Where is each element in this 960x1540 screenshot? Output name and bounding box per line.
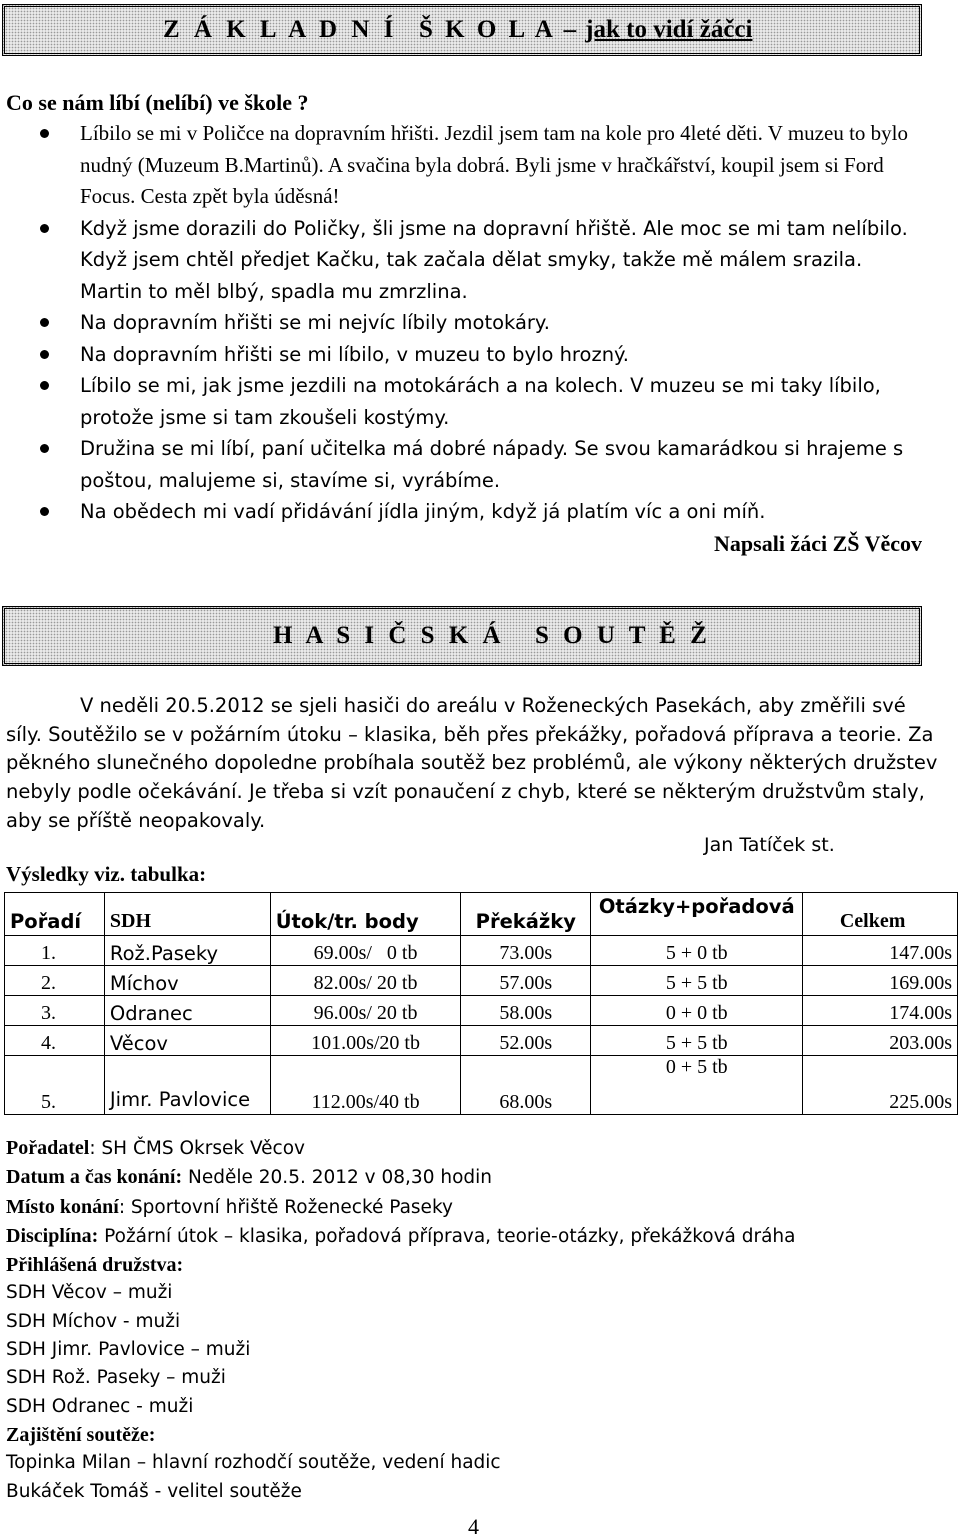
cell-celkem: 203.00s xyxy=(803,1026,958,1056)
comment-text: Když jsme dorazili do Poličky, šli jsme na dopravní hřiště. Ale moc se mi tam nelíbilo. Když jsem chtěl předjet Kačku, tak začala dělat smyky, takže mě málem srazila. Martin to měl blbý, spadla mu zmrzlina. xyxy=(80,216,908,303)
cell-celkem: 169.00s xyxy=(803,966,958,996)
school-heading: Co se nám líbí (nelíbí) ve škole ? xyxy=(6,90,309,115)
staff-label: Zajištění soutěže: xyxy=(6,1423,156,1446)
bullet-icon xyxy=(40,444,49,453)
results-label: Výsledky viz. tabulka: xyxy=(6,862,207,886)
cell-sdh: Míchov xyxy=(104,966,270,996)
comment-text: Na dopravním hřišti se mi líbilo, v muzeu to bylo hrozný. xyxy=(80,342,630,366)
cell-celkem: 225.00s xyxy=(803,1056,958,1115)
article-text-start: V neděli 20.5.2012 se sjeli hasiči do areálu v Roženeckých Pasekách, aby změřili své síly. xyxy=(6,694,906,746)
results-table xyxy=(4,892,958,1115)
comment-text: Líbilo se mi, jak jsme jezdili na motokárách a na kolech. V muzeu se mi taky líbilo, protože jsme si tam zkoušeli kostýmy. xyxy=(80,374,881,429)
school-signature: Napsali žáci ZŠ Věcov xyxy=(714,531,922,556)
bullet-icon xyxy=(40,224,49,233)
school-banner-word1: Z Á K L A D N Í xyxy=(163,16,398,43)
comment-text: Na obědech mi vadí přidávání jídla jiným, když já platím víc a oni míň. xyxy=(80,500,766,523)
list-item xyxy=(0,496,930,528)
cell-celkem: 147.00s xyxy=(803,936,958,966)
cell-prekazky: 57.00s xyxy=(461,966,591,996)
list-item xyxy=(0,339,930,371)
cell-poradi: 4. xyxy=(5,1026,105,1056)
list-item xyxy=(0,433,930,496)
list-item xyxy=(0,213,930,308)
cell-prekazky: 58.00s xyxy=(461,996,591,1026)
school-banner xyxy=(2,4,922,56)
article-text-rest: Soutěžilo se v požárním útoku – klasika, běh přes překážky, pořadová příprava a teorie. Za pěkného slunečného dopoledne probíhala soutěž bez problémů, ale výkony některých družstev nebyly podle očekávání. Je třeba si vzít ponaučení z chyb, které se některým družstvům staly, aby se příště neopakovaly. xyxy=(6,722,938,832)
contest-info xyxy=(6,1134,795,1506)
bullet-icon xyxy=(40,129,49,138)
organizer-label: Pořadatel xyxy=(6,1137,90,1159)
table-header-row xyxy=(5,893,958,936)
contest-banner-word2: S O U T Ě Ž xyxy=(535,622,711,649)
col-header-celkem: Celkem xyxy=(803,893,958,936)
list-item xyxy=(0,118,930,213)
info-venue xyxy=(6,1193,795,1222)
table-row xyxy=(5,966,958,996)
school-banner-word2: Š K O L A – xyxy=(419,16,580,43)
cell-prekazky: 68.00s xyxy=(461,1056,591,1115)
cell-utok: 69.00s/ 0 tb xyxy=(270,936,461,966)
col-header-utok: Útok/tr. body xyxy=(270,893,461,936)
organizer-value: : SH ČMS Okrsek Věcov xyxy=(89,1138,305,1159)
bullet-icon xyxy=(40,507,49,516)
cell-poradi: 5. xyxy=(5,1056,105,1115)
discipline-value: Požární útok – klasika, pořadová příprava, teorie-otázky, překážková dráha xyxy=(98,1225,796,1247)
cell-sdh xyxy=(104,1056,270,1115)
cell-otazky: 5 + 0 tb xyxy=(591,936,803,966)
bullet-icon xyxy=(40,381,49,390)
list-item: Bukáček Tomáš - velitel soutěže xyxy=(6,1480,302,1502)
info-date xyxy=(6,1163,795,1192)
col-header-poradi: Pořadí xyxy=(5,893,105,936)
cell-utok: 101.00s/20 tb xyxy=(270,1026,461,1056)
cell-prekazky: 73.00s xyxy=(461,936,591,966)
table-row xyxy=(5,996,958,1026)
cell-otazky: 0 + 5 tb xyxy=(591,1056,803,1115)
list-item: SDH Rož. Paseky – muži xyxy=(6,1367,226,1389)
list-item xyxy=(0,370,930,433)
table-row xyxy=(5,1026,958,1056)
page-number: 4 xyxy=(468,1514,479,1539)
cell-otazky: 5 + 5 tb xyxy=(591,1026,803,1056)
cell-utok: 96.00s/ 20 tb xyxy=(270,996,461,1026)
comment-text: Líbilo se mi v Poličce na dopravním hřišti. Jezdil jsem tam na kole pro 4leté děti. V muzeu to bylo nudný (Muzeum B.Martinů). A svačina byla dobrá. Byli jsme v hračkářství, koupil jsem si Ford Focus. Cesta zpět byla úděsná! xyxy=(80,121,908,208)
pupil-comments-list xyxy=(0,118,930,528)
bullet-icon xyxy=(40,350,49,359)
date-value: Neděle 20.5. 2012 v 08,30 hodin xyxy=(182,1167,493,1189)
cell-celkem: 174.00s xyxy=(803,996,958,1026)
article-author: Jan Tatíček st. xyxy=(704,834,835,856)
cell-utok: 82.00s/ 20 tb xyxy=(270,966,461,996)
cell-sdh: Věcov xyxy=(104,1026,270,1056)
discipline-label: Disciplína: xyxy=(6,1224,99,1247)
cell-poradi: 3. xyxy=(5,996,105,1026)
comment-text: Družina se mi líbí, paní učitelka má dobré nápady. Se svou kamarádkou si hrajeme s poštou, malujeme si, stavíme si, vyrábíme. xyxy=(80,437,904,492)
cell-otazky: 0 + 0 tb xyxy=(591,996,803,1026)
list-item: Topinka Milan – hlavní rozhodčí soutěže, vedení hadic xyxy=(6,1452,501,1474)
date-label: Datum a čas konání: xyxy=(6,1166,183,1189)
list-item: SDH Míchov - muži xyxy=(6,1310,181,1332)
list-item: SDH Věcov – muži xyxy=(6,1282,173,1304)
cell-poradi: 1. xyxy=(5,936,105,966)
venue-label: Místo konání xyxy=(6,1195,119,1218)
col-header-sdh: SDH xyxy=(104,893,270,936)
info-organizer xyxy=(6,1134,795,1163)
col-header-otazky: Otázky+pořadová xyxy=(591,893,803,936)
cell-sdh-text: Jimr. Pavlovice xyxy=(109,1088,251,1111)
contest-banner-word1: H A S I Č S K Á xyxy=(273,622,505,649)
col-header-prekazky: Překážky xyxy=(461,893,591,936)
list-item: SDH Odranec - muži xyxy=(6,1395,194,1417)
info-discipline xyxy=(6,1222,795,1251)
table-row xyxy=(5,936,958,966)
contest-banner xyxy=(2,606,922,666)
cell-sdh: Rož.Paseky xyxy=(104,936,270,966)
cell-utok: 112.00s/40 tb xyxy=(270,1056,461,1115)
list-item: SDH Jimr. Pavlovice – muži xyxy=(6,1339,251,1361)
teams-label: Přihlášená družstva: xyxy=(6,1254,184,1277)
school-banner-subtitle: jak to vidí žáčci xyxy=(585,16,753,43)
cell-otazky: 5 + 5 tb xyxy=(591,966,803,996)
cell-sdh: Odranec xyxy=(104,996,270,1026)
cell-prekazky: 52.00s xyxy=(461,1026,591,1056)
comment-text: Na dopravním hřišti se mi nejvíc líbily motokáry. xyxy=(80,311,550,334)
table-row xyxy=(5,1056,958,1115)
venue-value: : Sportovní hřiště Roženecké Paseky xyxy=(118,1196,453,1218)
cell-poradi: 2. xyxy=(5,966,105,996)
contest-article xyxy=(6,692,946,836)
bullet-icon xyxy=(40,318,49,327)
list-item xyxy=(0,307,930,339)
